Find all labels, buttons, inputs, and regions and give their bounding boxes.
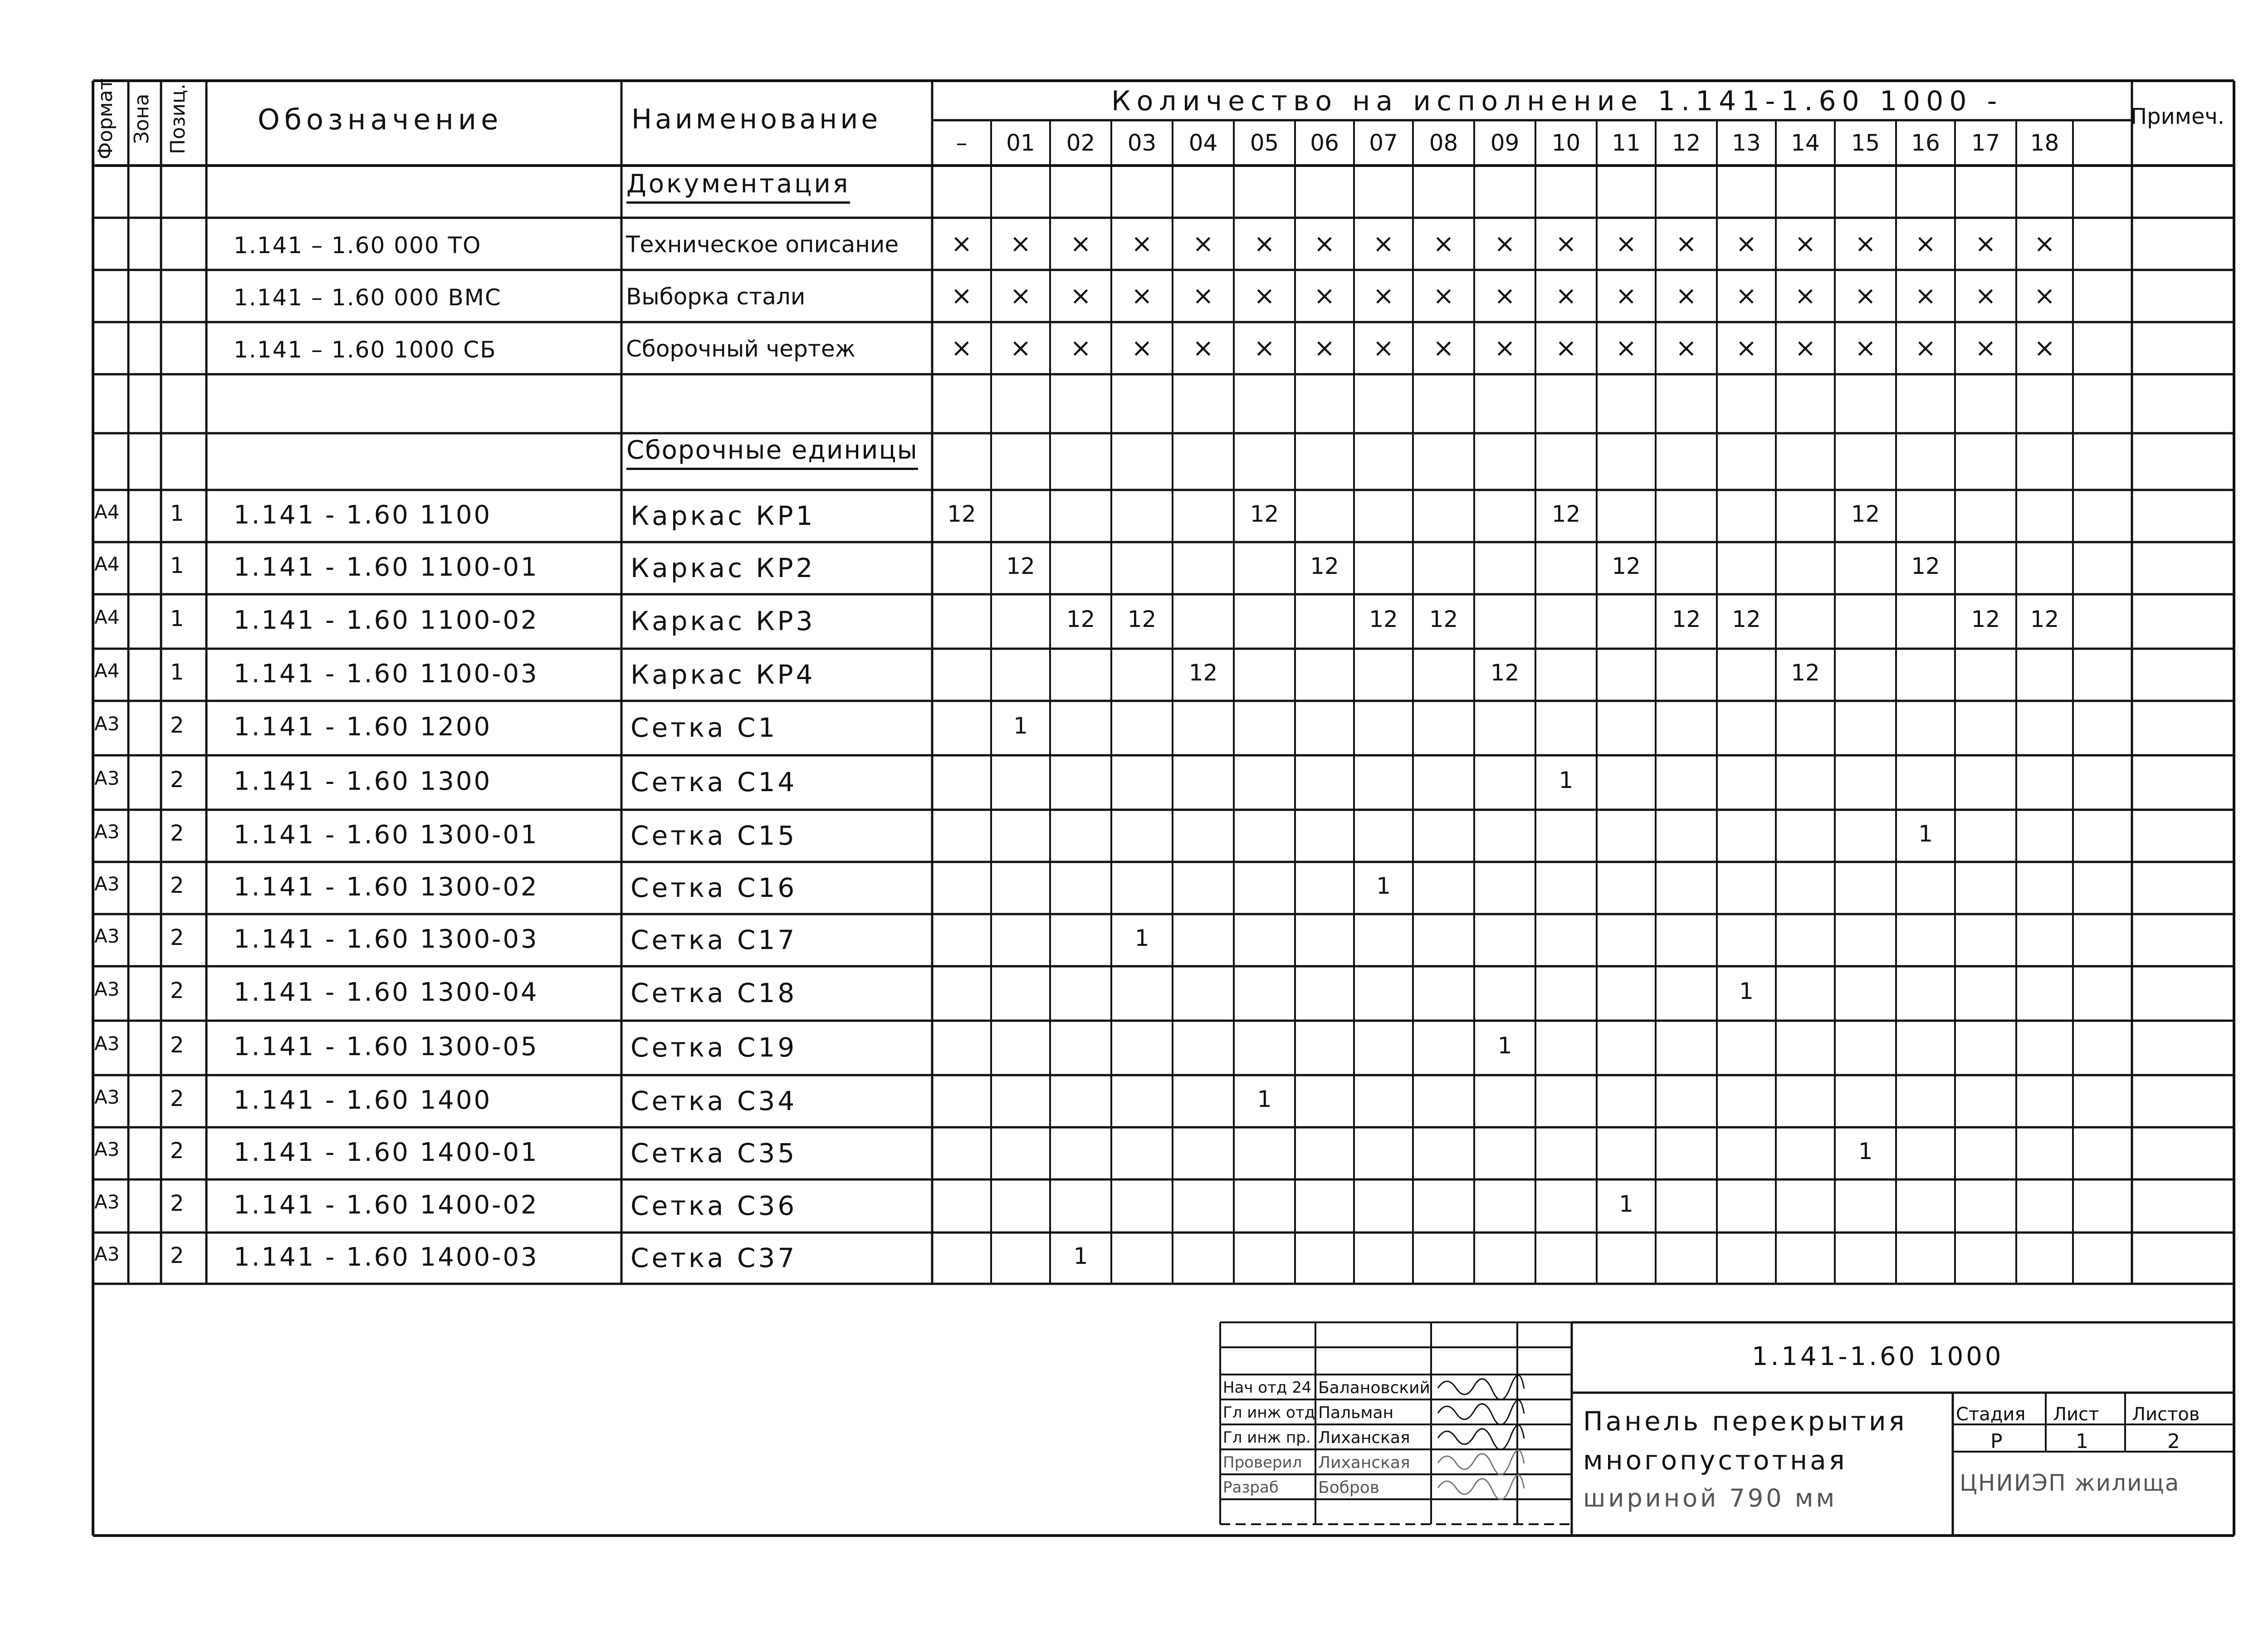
doc-mark: ×: [1735, 229, 1757, 259]
section-assemblies: Сборочные единицы: [626, 438, 918, 470]
row-format: А3: [94, 1190, 120, 1213]
stage-value: Р: [1990, 1430, 2003, 1453]
row-name: Сетка С37: [631, 1242, 797, 1273]
doc-mark: ×: [1433, 333, 1454, 363]
doc-mark: ×: [1555, 229, 1577, 259]
quantity-cell: 12: [1490, 659, 1520, 686]
row-designation: 1.141 - 1.60 1300-01: [234, 820, 539, 850]
quantity-cell: 12: [1006, 553, 1035, 579]
doc-mark: ×: [1676, 281, 1697, 311]
row-name: Сетка С16: [631, 872, 797, 903]
doc-mark: ×: [1131, 333, 1153, 363]
doc-mark: ×: [951, 333, 973, 363]
row-format: А3: [94, 872, 120, 895]
quantity-cell: 12: [1911, 553, 1940, 579]
row-designation: 1.141 - 1.60 1400: [234, 1085, 492, 1115]
doc-mark: ×: [1494, 333, 1515, 363]
variant-header: 03: [1127, 130, 1157, 156]
quantity-cell: 12: [1551, 500, 1581, 527]
quantity-cell: 12: [1791, 659, 1820, 686]
row-position: 2: [170, 713, 184, 738]
row-designation: 1.141 - 1.60 1100-03: [234, 659, 539, 689]
variant-header: 13: [1732, 130, 1761, 156]
row-format: А4: [94, 553, 120, 575]
row-designation: 1.141 - 1.60 1200: [234, 712, 492, 742]
organization: ЦНИИЭП жилища: [1960, 1470, 2180, 1496]
header-quantity: Количество на исполнение 1.141-1.60 1000 -: [1111, 85, 2003, 117]
doc-mark: ×: [1193, 281, 1214, 311]
doc-mark: ×: [1193, 229, 1214, 259]
doc-mark: ×: [1975, 281, 1996, 311]
quantity-cell: 12: [947, 500, 976, 527]
row-name: Сетка С34: [631, 1085, 797, 1116]
row-designation: 1.141 - 1.60 1300-04: [234, 978, 539, 1007]
signer-role: Разраб: [1223, 1478, 1279, 1497]
doc-mark: ×: [1254, 229, 1275, 259]
row-name: Сетка С35: [631, 1137, 797, 1169]
signer-name: Лиханская: [1318, 1429, 1410, 1447]
quantity-cell: 1: [1858, 1138, 1873, 1164]
doc-mark: ×: [1915, 281, 1936, 311]
row-name: Сетка С14: [631, 767, 797, 797]
variant-header: 10: [1551, 130, 1581, 156]
row-format: А3: [94, 1086, 120, 1108]
header-format: Формат: [94, 78, 117, 160]
row-format: А4: [94, 659, 120, 682]
doc-mark: ×: [1615, 229, 1637, 259]
stage-label: Стадия: [1956, 1404, 2026, 1425]
row-designation: 1.141 - 1.60 1400-01: [234, 1137, 539, 1167]
doc-mark: ×: [1975, 333, 1996, 363]
doc-mark: ×: [1915, 229, 1936, 259]
doc-mark: ×: [1975, 229, 1996, 259]
row-position: 2: [170, 1190, 184, 1216]
doc-mark: ×: [951, 281, 973, 311]
variant-header: 05: [1250, 130, 1279, 156]
variant-header: 04: [1188, 130, 1218, 156]
doc-mark: ×: [1314, 281, 1335, 311]
signer-role: Нач отд 24: [1223, 1379, 1312, 1397]
row-position: 2: [170, 872, 184, 898]
row-name: Каркас КР3: [631, 606, 816, 636]
row-position: 2: [170, 1138, 184, 1164]
sheets-label: Листов: [2132, 1404, 2200, 1425]
doc-mark: ×: [1615, 333, 1637, 363]
row-designation: 1.141 - 1.60 1100-02: [234, 606, 539, 635]
signer-name: Бобров: [1318, 1478, 1380, 1497]
row-name: Каркас КР1: [631, 500, 816, 531]
title-block-code: 1.141-1.60 1000: [1752, 1342, 2004, 1371]
quantity-cell: 12: [1851, 500, 1880, 527]
doc-mark: ×: [1254, 281, 1275, 311]
doc-mark: ×: [1555, 333, 1577, 363]
doc-mark: ×: [1676, 333, 1697, 363]
signer-name: Пальман: [1318, 1404, 1394, 1422]
doc-mark: ×: [1676, 229, 1697, 259]
row-name: Сетка С36: [631, 1190, 797, 1221]
row-position: 2: [170, 820, 184, 846]
quantity-cell: 12: [1188, 659, 1218, 686]
row-designation: 1.141 - 1.60 1400-02: [234, 1190, 539, 1220]
quantity-cell: 12: [1250, 500, 1279, 527]
doc-mark: ×: [1494, 229, 1515, 259]
row-position: 1: [170, 659, 184, 685]
variant-header: –: [956, 130, 968, 156]
header-name: Наименование: [631, 103, 881, 135]
row-position: 2: [170, 978, 184, 1003]
doc-mark: ×: [1794, 229, 1816, 259]
variant-header: 02: [1066, 130, 1095, 156]
doc-mark: ×: [1855, 229, 1876, 259]
title-line-1: Панель перекрытия: [1583, 1406, 1907, 1437]
header-position: Позиц.: [166, 83, 190, 154]
quantity-cell: 1: [1497, 1032, 1512, 1059]
quantity-cell: 1: [1257, 1086, 1272, 1112]
row-designation: 1.141 - 1.60 1100-01: [234, 552, 539, 582]
quantity-cell: 12: [1429, 606, 1458, 632]
signature: [1438, 1425, 1524, 1449]
doc-mark: ×: [1615, 281, 1637, 311]
doc-mark: ×: [2034, 333, 2055, 363]
doc-mark: ×: [1735, 281, 1757, 311]
quantity-cell: 1: [1619, 1190, 1633, 1217]
row-name: Сетка С19: [631, 1032, 797, 1063]
row-format: А3: [94, 713, 120, 735]
row-designation: 1.141 - 1.60 1300-02: [234, 872, 539, 902]
doc-mark: ×: [1433, 229, 1454, 259]
row-format: А3: [94, 1032, 120, 1055]
doc-mark: ×: [2034, 229, 2055, 259]
row-name: Сетка С17: [631, 924, 797, 955]
variant-header: 17: [1971, 130, 2000, 156]
doc-mark: ×: [1373, 333, 1394, 363]
quantity-cell: 1: [1559, 767, 1574, 793]
doc-mark: ×: [1010, 281, 1031, 311]
quantity-cell: 12: [1732, 606, 1761, 632]
signature: [1438, 1400, 1524, 1424]
doc-mark: ×: [1314, 333, 1335, 363]
quantity-cell: 1: [1013, 713, 1028, 739]
row-designation: 1.141 - 1.60 1300: [234, 767, 492, 796]
doc-mark: ×: [1855, 281, 1876, 311]
doc-mark: ×: [1131, 281, 1153, 311]
signer-name: Балановский: [1318, 1379, 1430, 1397]
row-format: А3: [94, 925, 120, 947]
doc-mark: ×: [1131, 229, 1153, 259]
signer-name: Лиханская: [1318, 1453, 1410, 1472]
doc-mark: ×: [1794, 281, 1816, 311]
header-designation: Обозначение: [258, 103, 503, 136]
signature: [1438, 1475, 1524, 1499]
row-format: А3: [94, 820, 120, 843]
row-position: 2: [170, 1086, 184, 1111]
doc-name: Сборочный чертеж: [626, 336, 855, 362]
quantity-cell: 12: [1127, 606, 1157, 632]
doc-mark: ×: [1254, 333, 1275, 363]
row-position: 1: [170, 553, 184, 578]
quantity-cell: 12: [1310, 553, 1339, 579]
variant-header: 06: [1310, 130, 1339, 156]
doc-designation: 1.141 – 1.60 000 ТО: [234, 232, 482, 259]
signer-role: Гл инж пр.: [1223, 1429, 1311, 1447]
row-position: 2: [170, 1032, 184, 1058]
quantity-cell: 12: [1971, 606, 2000, 632]
variant-header: 16: [1911, 130, 1940, 156]
row-designation: 1.141 - 1.60 1400-03: [234, 1242, 539, 1272]
doc-name: Выборка стали: [626, 284, 806, 310]
doc-mark: ×: [1794, 333, 1816, 363]
doc-mark: ×: [1373, 281, 1394, 311]
row-name: Сетка С1: [631, 712, 778, 743]
row-format: А4: [94, 606, 120, 628]
variant-header: 12: [1672, 130, 1701, 156]
quantity-cell: 12: [2030, 606, 2059, 632]
quantity-cell: 1: [1073, 1243, 1088, 1269]
doc-designation: 1.141 – 1.60 1000 СБ: [234, 337, 497, 363]
row-position: 1: [170, 606, 184, 631]
doc-mark: ×: [1070, 281, 1091, 311]
quantity-cell: 12: [1066, 606, 1095, 632]
variant-header: 14: [1791, 130, 1820, 156]
title-line-3: шириной 790 мм: [1583, 1484, 1838, 1512]
doc-mark: ×: [1070, 333, 1091, 363]
doc-mark: ×: [1314, 229, 1335, 259]
quantity-cell: 1: [1376, 872, 1391, 899]
row-position: 2: [170, 767, 184, 793]
doc-mark: ×: [2034, 281, 2055, 311]
doc-mark: ×: [1193, 333, 1214, 363]
doc-mark: ×: [1855, 333, 1876, 363]
variant-header: 01: [1006, 130, 1035, 156]
doc-mark: ×: [1494, 281, 1515, 311]
row-format: А3: [94, 978, 120, 1000]
row-designation: 1.141 - 1.60 1100: [234, 500, 492, 530]
sheet-label: Лист: [2053, 1404, 2099, 1425]
row-format: А3: [94, 767, 120, 789]
sheets-value: 2: [2167, 1430, 2180, 1453]
doc-mark: ×: [951, 229, 973, 259]
variant-header: 11: [1612, 130, 1641, 156]
doc-mark: ×: [1735, 333, 1757, 363]
quantity-cell: 12: [1369, 606, 1398, 632]
variant-header: 15: [1851, 130, 1880, 156]
signer-role: Гл инж отд: [1223, 1404, 1315, 1422]
row-position: 2: [170, 925, 184, 950]
quantity-cell: 1: [1134, 925, 1149, 951]
signature: [1438, 1375, 1524, 1399]
sheet-value: 1: [2076, 1430, 2088, 1453]
header-note: Примеч.: [2131, 104, 2225, 129]
quantity-cell: 12: [1612, 553, 1641, 579]
doc-mark: ×: [1433, 281, 1454, 311]
signer-role: Проверил: [1223, 1453, 1302, 1472]
row-name: Сетка С15: [631, 820, 797, 851]
row-position: 2: [170, 1243, 184, 1268]
section-documentation: Документация: [626, 171, 850, 204]
row-format: А3: [94, 1243, 120, 1265]
title-line-2: многопустотная: [1583, 1445, 1848, 1476]
doc-mark: ×: [1915, 333, 1936, 363]
row-designation: 1.141 - 1.60 1300-03: [234, 924, 539, 954]
doc-mark: ×: [1373, 229, 1394, 259]
row-name: Каркас КР2: [631, 552, 816, 583]
row-designation: 1.141 - 1.60 1300-05: [234, 1032, 539, 1062]
doc-mark: ×: [1070, 229, 1091, 259]
row-format: А3: [94, 1138, 120, 1160]
signature: [1438, 1450, 1524, 1474]
doc-designation: 1.141 – 1.60 000 ВМС: [234, 284, 502, 311]
variant-header: 18: [2030, 130, 2059, 156]
quantity-cell: 12: [1672, 606, 1701, 632]
variant-header: 08: [1429, 130, 1458, 156]
quantity-cell: 1: [1739, 978, 1754, 1004]
row-name: Сетка С18: [631, 978, 797, 1008]
row-name: Каркас КР4: [631, 659, 816, 690]
variant-header: 09: [1490, 130, 1520, 156]
doc-mark: ×: [1010, 229, 1031, 259]
doc-mark: ×: [1555, 281, 1577, 311]
quantity-cell: 1: [1918, 820, 1933, 847]
row-format: А4: [94, 500, 120, 523]
doc-mark: ×: [1010, 333, 1031, 363]
header-zone: Зона: [130, 93, 153, 144]
doc-name: Техническое описание: [626, 231, 899, 258]
row-position: 1: [170, 500, 184, 526]
variant-header: 07: [1369, 130, 1398, 156]
